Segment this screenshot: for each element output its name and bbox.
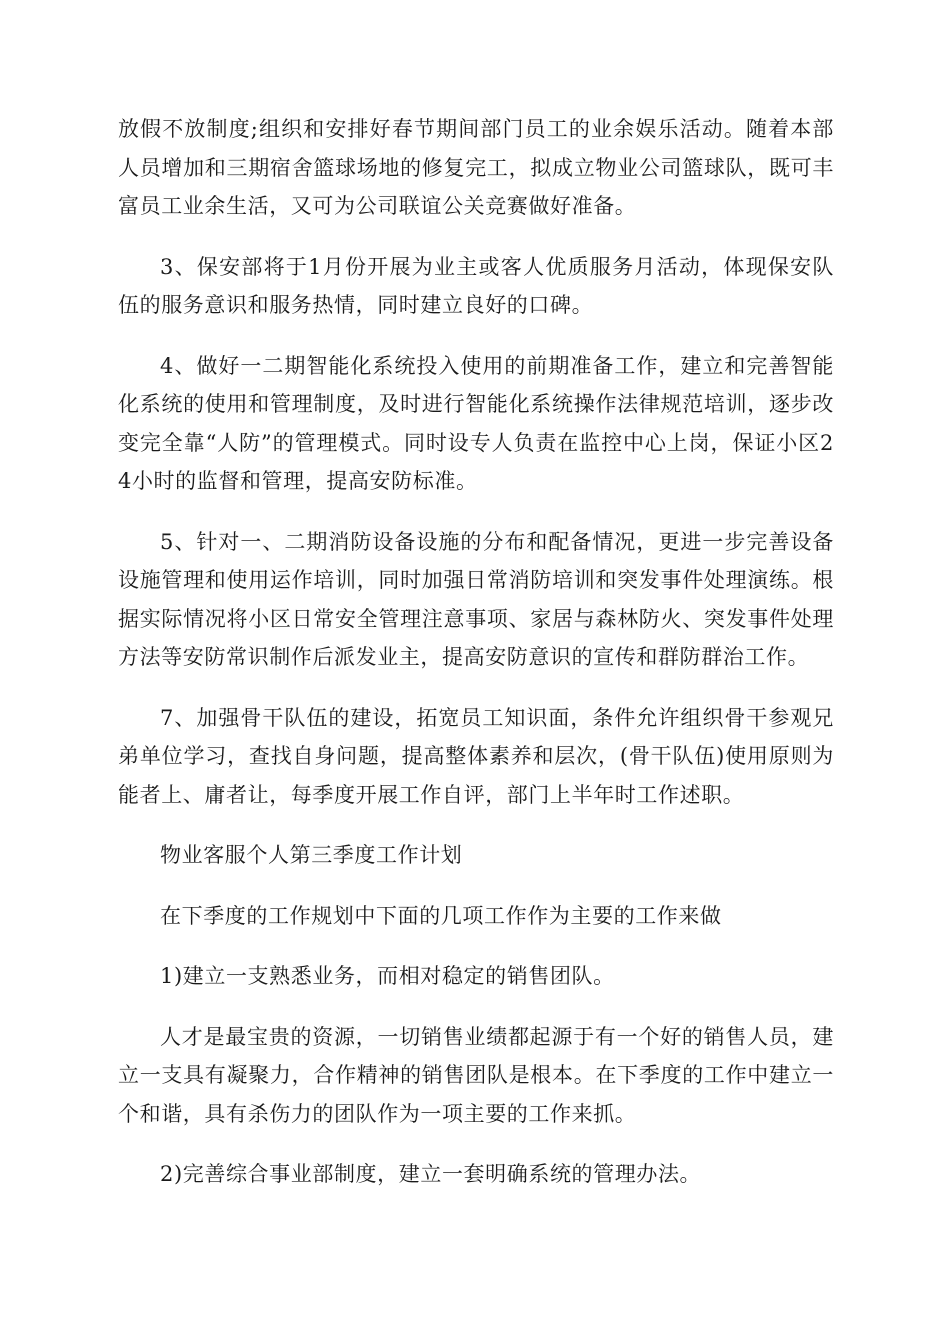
paragraph-point-2: 2)完善综合事业部制度，建立一套明确系统的管理办法。: [160, 1162, 702, 1186]
paragraph-intro: 在下季度的工作规划中下面的几项工作作为主要的工作来做: [160, 903, 722, 928]
paragraph-talent: 人才是最宝贵的资源，一切销售业绩都起源于有一个好的销售人员，建立一支具有凝聚力，合作精神的销售团队是根本。在下季度的工作中建立一个和谐，具有杀伤力的团队作为一项主要的工作来抓。: [118, 1024, 834, 1126]
paragraph-item-7: 7、加强骨干队伍的建设，拓宽员工知识面，条件允许组织骨干参观兄弟单位学习，查找自身问题，提高整体素养和层次，(骨干队伍)使用原则为能者上、庸者让，每季度开展工作自评，部门上半年时工作述职。: [118, 705, 834, 807]
paragraph-item-3: 3、保安部将于1月份开展为业主或客人优质服务月活动，体现保安队伍的服务意识和服务热情，同时建立良好的口碑。: [118, 254, 834, 317]
paragraph-item-4: 4、做好一二期智能化系统投入使用的前期准备工作，建立和完善智能化系统的使用和管理制度，及时进行智能化系统操作法律规范培训，逐步改变完全靠“人防”的管理模式。同时设专人负责在监控中心上岗，保证小区24小时的监督和管理，提高安防标准。: [118, 353, 834, 493]
document-page: [118, 110, 834, 1216]
section-heading: 物业客服个人第三季度工作计划: [160, 843, 463, 867]
paragraph-continuation: 放假不放制度;组织和安排好春节期间部门员工的业余娱乐活动。随着本部人员增加和三期宿舍篮球场地的修复完工，拟成立物业公司篮球队，既可丰富员工业余生活，又可为公司联谊公关竞赛做好准备。: [118, 117, 834, 218]
paragraph-item-5: 5、针对一、二期消防设备设施的分布和配备情况，更进一步完善设备设施管理和使用运作培训，同时加强日常消防培训和突发事件处理演练。根据实际情况将小区日常安全管理注意事项、家居与森林防火、突发事件处理方法等安防常识制作后派发业主，提高安防意识的宣传和群防群治工作。: [118, 529, 834, 669]
paragraph-point-1: 1)建立一支熟悉业务，而相对稳定的销售团队。: [160, 964, 615, 988]
